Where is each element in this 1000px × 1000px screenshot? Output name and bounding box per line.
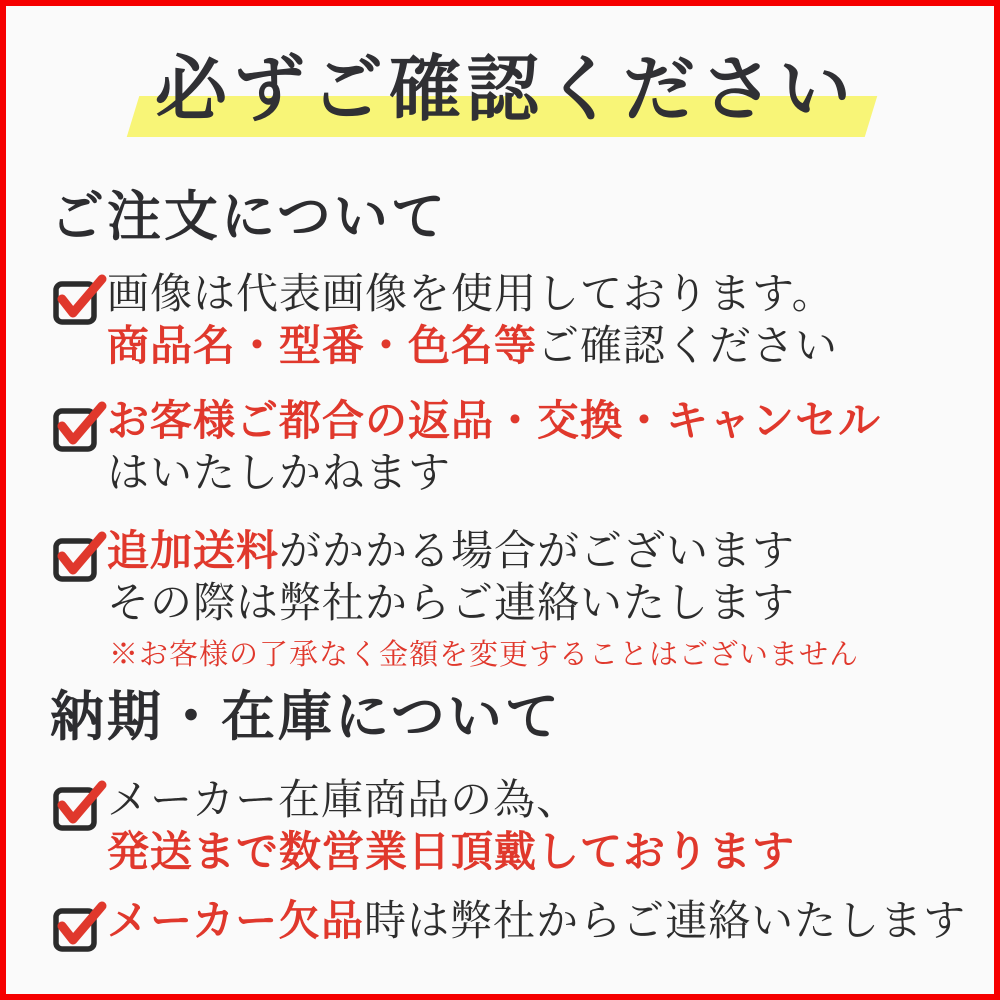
item-text bbox=[107, 526, 859, 675]
text-segment: がかかる場合がございます bbox=[279, 529, 796, 575]
text-segment-red: メーカー欠品 bbox=[107, 899, 365, 945]
checkbox-checked-icon bbox=[52, 779, 106, 831]
text-segment-red: お客様ご都合の返品・交換・キャンセル bbox=[107, 399, 882, 445]
checklist-item-extra-shipping bbox=[52, 526, 859, 675]
item-note: ※お客様の了承なく金額を変更することはございません bbox=[109, 639, 860, 671]
page-title: 必ずご確認ください bbox=[154, 50, 857, 130]
checkbox-checked-icon bbox=[52, 273, 106, 325]
checklist-item-returns bbox=[52, 396, 881, 500]
item-text bbox=[107, 896, 966, 948]
title-inner bbox=[155, 44, 857, 136]
item-line bbox=[107, 578, 859, 630]
item-line bbox=[107, 321, 838, 373]
item-line bbox=[107, 269, 838, 321]
title-block bbox=[16, 44, 996, 136]
text-segment: ご確認ください bbox=[537, 324, 839, 370]
text-segment: その際は弊社からご連絡いたします bbox=[107, 581, 796, 627]
item-line bbox=[107, 526, 859, 578]
text-segment: メーカー在庫商品の為、 bbox=[107, 778, 580, 824]
item-text bbox=[107, 775, 795, 879]
item-line bbox=[107, 448, 881, 500]
section-heading-order: ご注文について bbox=[50, 187, 448, 247]
item-line bbox=[107, 396, 881, 448]
checkbox-checked-icon bbox=[52, 900, 106, 952]
text-segment: 画像は代表画像を使用しております。 bbox=[107, 272, 835, 318]
item-line bbox=[107, 896, 966, 948]
text-segment-red: 商品名・型番・色名等 bbox=[107, 324, 538, 370]
item-text bbox=[107, 396, 881, 500]
section-heading-stock: 納期・在庫について bbox=[50, 687, 562, 747]
checklist-item-maker-shortage bbox=[52, 896, 966, 952]
checklist-item-representative-image bbox=[52, 269, 838, 373]
item-line bbox=[107, 827, 795, 879]
text-segment-red: 追加送料 bbox=[107, 529, 280, 575]
checkbox-checked-icon bbox=[52, 400, 106, 452]
checklist-item-maker-stock bbox=[52, 775, 795, 879]
text-segment: はいたしかねます bbox=[107, 451, 452, 497]
checkbox-checked-icon bbox=[52, 530, 106, 582]
text-segment: 時は弊社からご連絡いたします bbox=[364, 899, 967, 945]
text-segment-red: 発送まで数営業日頂戴しております bbox=[107, 830, 796, 876]
item-line bbox=[107, 775, 795, 827]
item-text bbox=[107, 269, 838, 373]
